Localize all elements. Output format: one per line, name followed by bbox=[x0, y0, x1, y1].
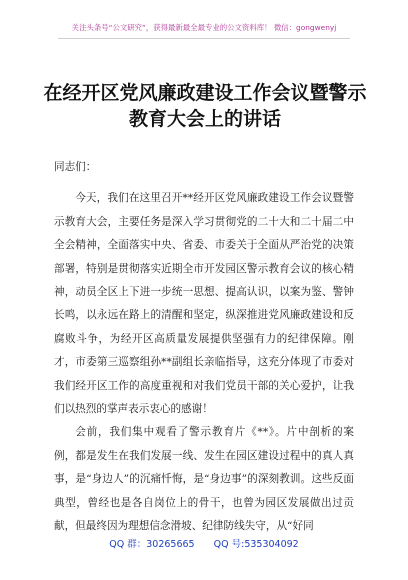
document-body bbox=[54, 156, 354, 539]
paragraph: 今天，我们在这里召开**经开区党风廉政建设工作会议暨警示教育大会，主要任务是深入学习贯彻党的二十大和二十届二中全会精神，全面落实中央、省委、市委关于全面从严治党的决策部署，特别是贯彻落实近期全市开发园区警示教育会议的核心精神，动员全区上下进一步统一思想、提高认识，以案为鉴、警钟长鸣，以永远在路上的清醒和坚定，纵深推进党风廉政建设和反腐败斗争，为经开区高质量发展提供坚强有力的纪律保障。刚才，市委第三巡察组孙**副组长亲临指导，这充分体现了市委对我们经开区工作的高度重视和对我们党员干部的关心爱护，让我们以热烈的掌声表示衷心的感谢！ bbox=[54, 192, 354, 416]
top-banner: 关注头条号“公文研究”，获得最新最全最专业的公文资料库！ 微信：gongwenyj bbox=[71, 23, 337, 32]
footer-qq-group: QQ 群：30265665 bbox=[109, 539, 195, 550]
document-title: 在经开区党风廉政建设工作会议暨警示教育大会上的讲话 bbox=[43, 82, 367, 130]
paragraph: 会前，我们集中观看了警示教育片《**》。片中剖析的案例，都是发生在我们发展一线、发生在园区建设过程中的真人真事，是“身边人”的沉痛忏悔，是“身边事”的深刻教训。这些反面典型，曾经也是各自岗位上的骨干，也曾为园区发展做出过贡献，但最终因为理想信念滑坡、纪律防线失守，从“好同 bbox=[54, 426, 354, 533]
footer-qq-number: QQ 号:535304092 bbox=[213, 539, 299, 550]
greeting: 同志们： bbox=[54, 161, 97, 173]
header-divider bbox=[58, 38, 350, 39]
footer-contact bbox=[0, 536, 408, 550]
